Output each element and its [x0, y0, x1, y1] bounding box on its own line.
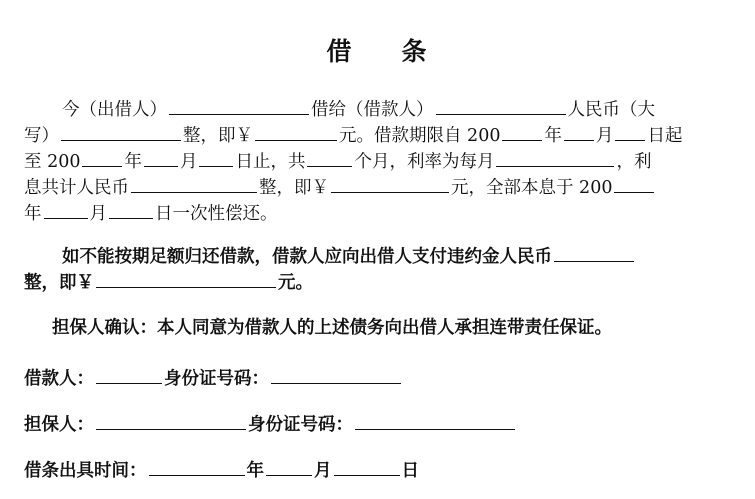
penalty-capital-blank[interactable] [554, 245, 634, 262]
penalty-number-blank[interactable] [96, 271, 276, 288]
text: 日一次性偿还。 [155, 204, 278, 224]
issue-date-line [24, 459, 735, 483]
borrower-name-blank[interactable] [96, 367, 162, 384]
guarantor-id-blank[interactable] [355, 413, 515, 430]
end-day-blank[interactable] [199, 150, 233, 167]
text: 日 [401, 461, 419, 481]
amount-number-blank[interactable] [255, 124, 337, 141]
para2-line1 [24, 245, 735, 269]
para1-line2 [24, 124, 735, 148]
text: 年 [246, 461, 264, 481]
para1-line4 [24, 176, 735, 200]
borrower-blank[interactable] [436, 98, 566, 115]
borrower-id-blank[interactable] [271, 367, 401, 384]
text: 月 [179, 152, 198, 172]
para2-line2 [24, 271, 735, 295]
borrower-id-label: 身份证号码： [164, 369, 269, 389]
amount-capital-blank[interactable] [61, 124, 181, 141]
guarantee-statement [24, 316, 735, 340]
text: ，利 [616, 152, 652, 172]
text: 月 [89, 204, 107, 224]
issue-date-label: 借条出具时间： [24, 461, 147, 481]
text: 元，全部本息于 200 [451, 178, 613, 198]
lender-blank[interactable] [169, 98, 309, 115]
guarantor-line [24, 413, 735, 437]
borrower-label-text: 借给（借款人） [311, 100, 434, 120]
text: 年 [24, 204, 42, 224]
para1-line3 [24, 150, 735, 174]
text: 月 [595, 126, 614, 146]
text: 年 [124, 152, 142, 172]
months-blank[interactable] [307, 150, 352, 167]
text: 日起 [647, 126, 683, 146]
borrower-label: 借款人： [24, 369, 94, 389]
text: 如不能按期足额归还借款，借款人应向出借人支付违约金人民币 [62, 247, 552, 267]
text: 至 200 [24, 152, 81, 172]
total-interest-capital-blank[interactable] [131, 176, 257, 193]
rmb-label: 人民币（大 [567, 100, 655, 120]
lender-label: 今（出借人） [62, 100, 167, 120]
text: 月 [314, 461, 332, 481]
text: 元。 [278, 273, 313, 293]
end-year-blank[interactable] [82, 150, 122, 167]
title-char-1: 借 [326, 37, 354, 66]
guarantor-id-label: 身份证号码： [248, 415, 353, 435]
text: 息共计人民币 [24, 178, 129, 198]
issue-day-blank[interactable] [334, 459, 400, 476]
repay-year-blank[interactable] [614, 176, 654, 193]
start-day-blank[interactable] [615, 124, 645, 141]
repay-month-blank[interactable] [44, 202, 88, 219]
issue-year-blank[interactable] [149, 459, 245, 476]
monthly-rate-blank[interactable] [496, 150, 614, 167]
text: 写） [24, 126, 59, 146]
end-month-blank[interactable] [144, 150, 178, 167]
text: 元。借款期限自 200 [339, 126, 501, 146]
text: 担保人确认：本人同意为借款人的上述债务向出借人承担连带责任保证。 [52, 318, 612, 338]
para1-line1 [24, 98, 735, 122]
document-title [0, 32, 755, 68]
repay-day-blank[interactable] [109, 202, 153, 219]
text: 整，即￥ [183, 126, 253, 146]
guarantor-label: 担保人： [24, 415, 94, 435]
start-month-blank[interactable] [564, 124, 594, 141]
total-interest-number-blank[interactable] [331, 176, 449, 193]
text: 日止，共 [235, 152, 306, 172]
start-year-blank[interactable] [502, 124, 542, 141]
title-char-2: 条 [401, 37, 429, 66]
borrower-line [24, 367, 735, 391]
text: 整，即￥ [259, 178, 329, 198]
text: 个月，利率为每月 [354, 152, 495, 172]
text: 整，即￥ [24, 273, 94, 293]
para1-line5 [24, 202, 735, 226]
text: 年 [544, 126, 562, 146]
issue-month-blank[interactable] [266, 459, 312, 476]
guarantor-name-blank[interactable] [96, 413, 246, 430]
